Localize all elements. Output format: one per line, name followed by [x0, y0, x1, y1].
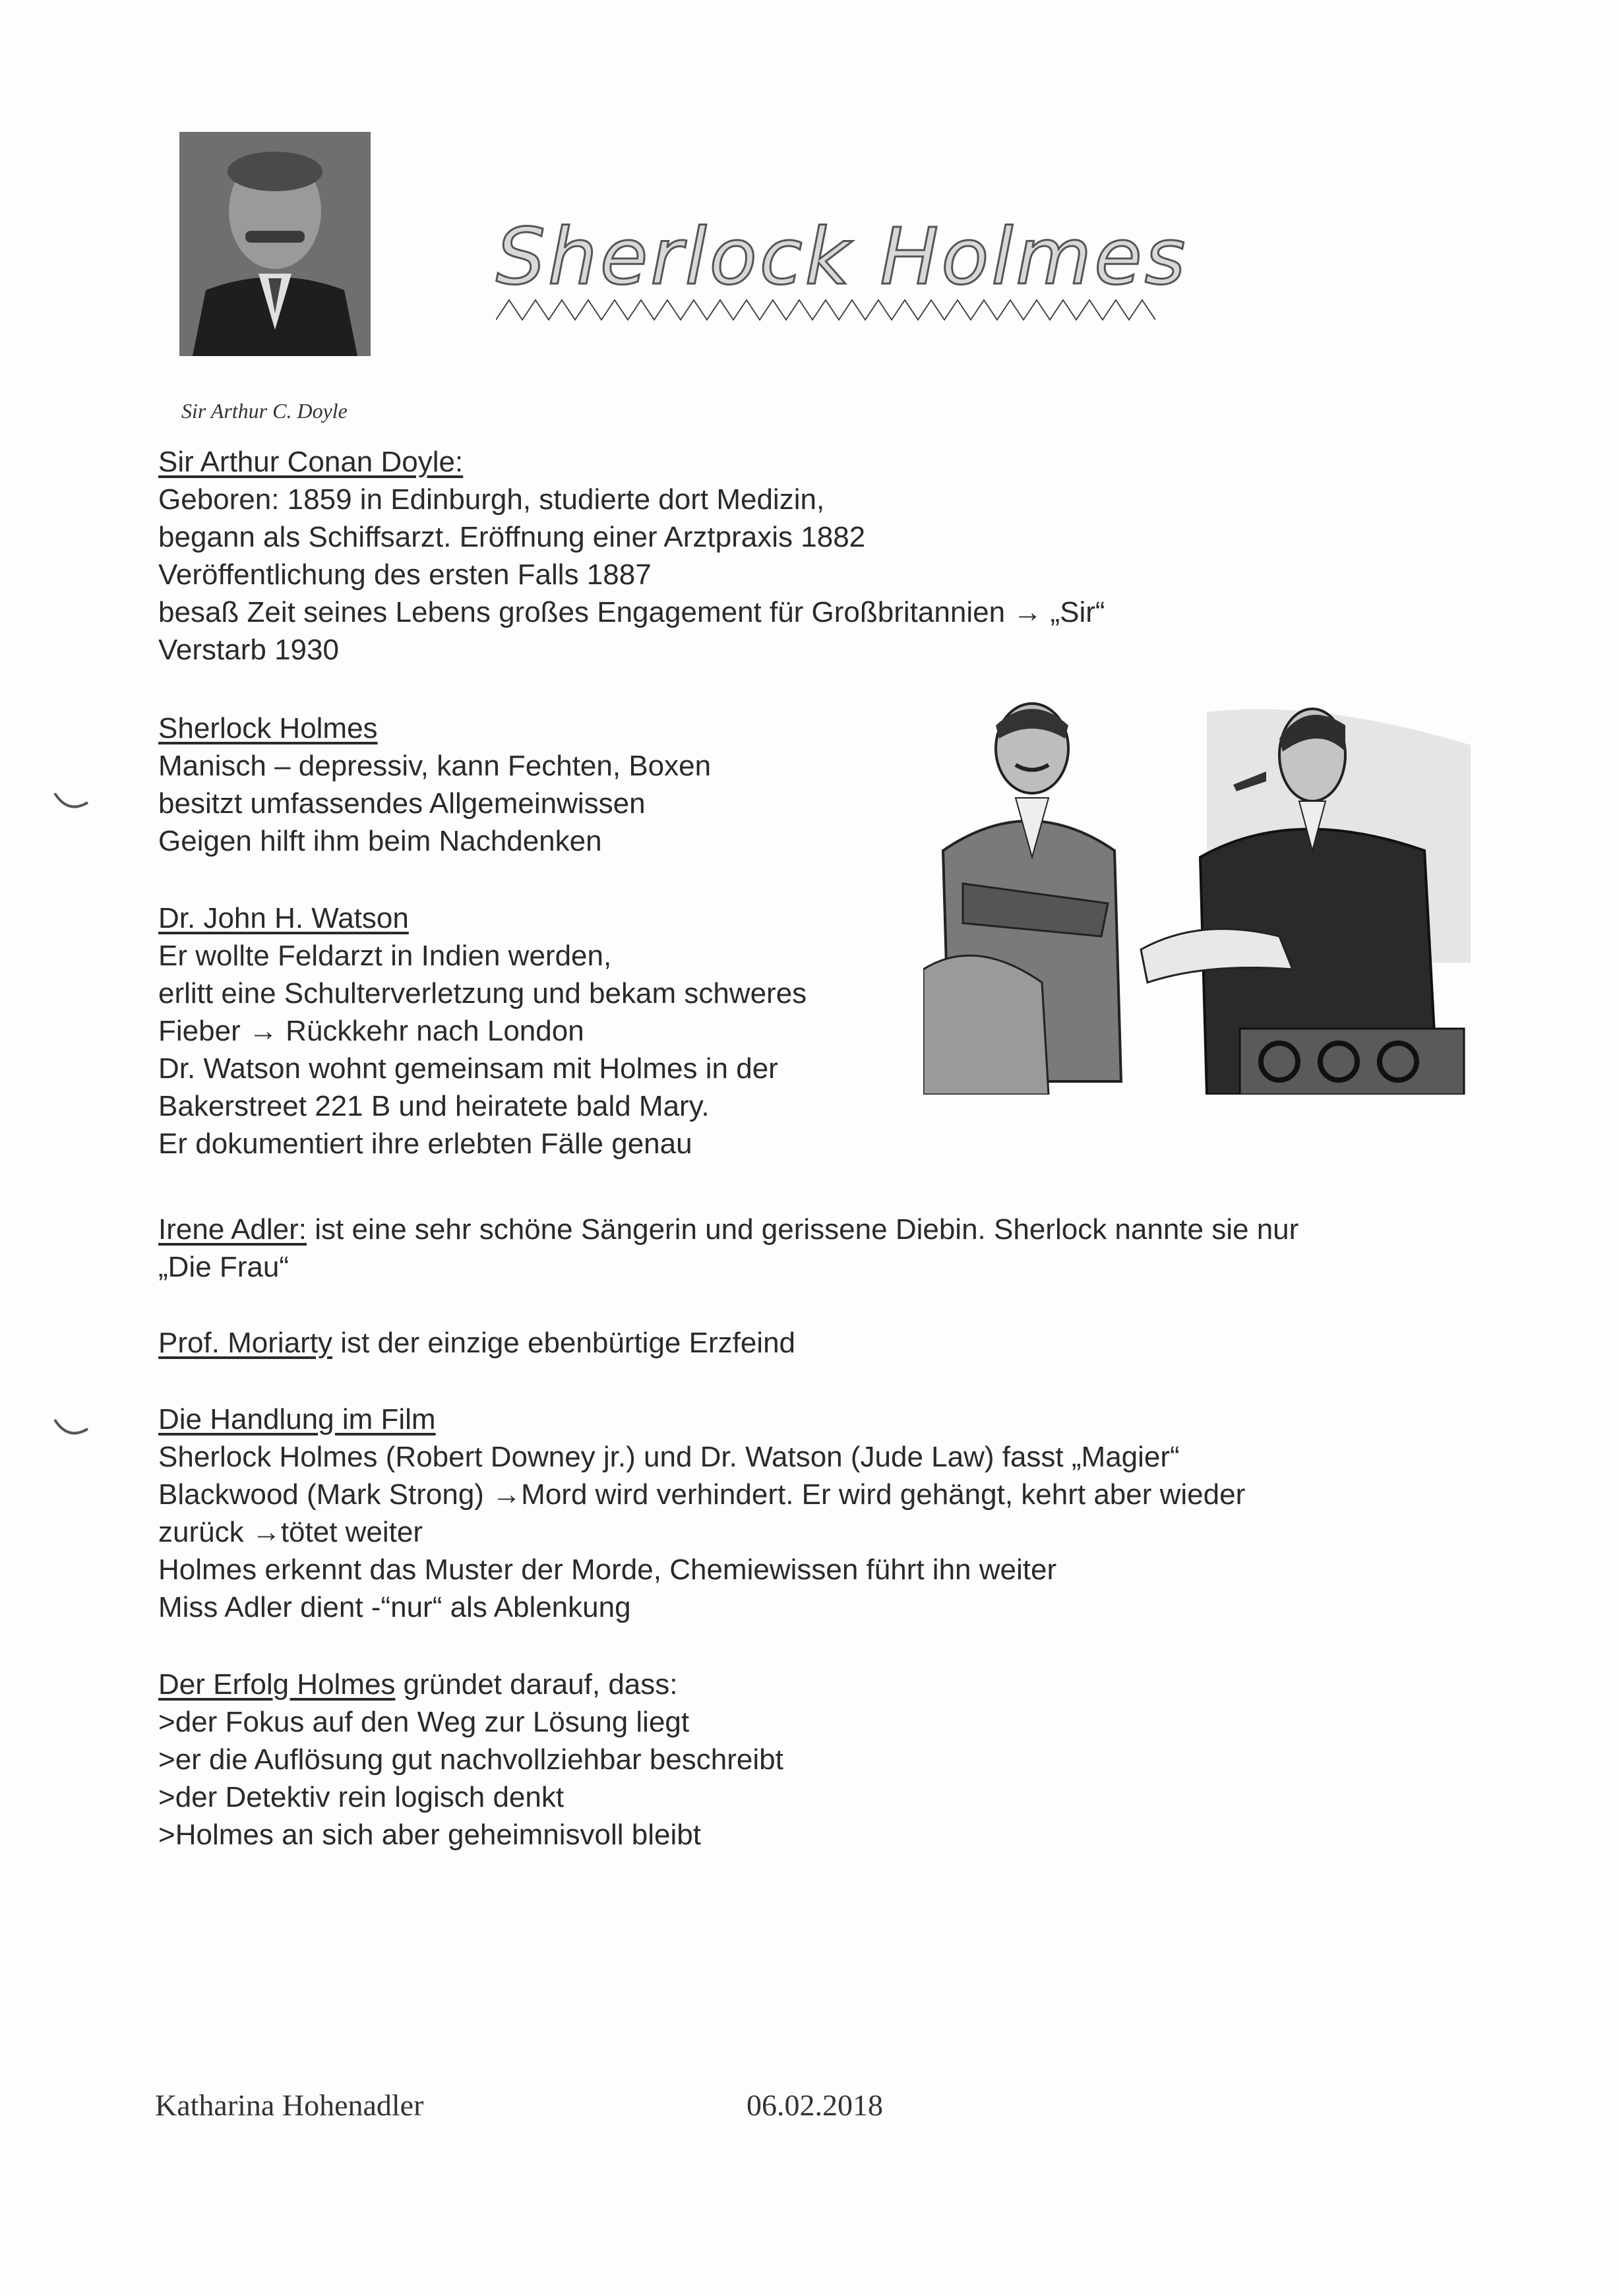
holmes-line: besitzt umfassendes Allgemeinwissen: [158, 787, 646, 820]
moriarty-text: ist der einzige ebenbürtige Erzfeind: [332, 1327, 796, 1359]
holmes-watson-illustration: [923, 686, 1471, 1095]
watson-line: Fieber → Rückkehr nach London: [158, 1015, 584, 1047]
film-heading: Die Handlung im Film: [158, 1403, 436, 1435]
watson-line: erlitt eine Schulterverletzung und bekam schweres: [158, 977, 807, 1010]
punch-hole-mark: [51, 1414, 91, 1441]
doyle-section: [158, 443, 1105, 669]
holmes-line: Geigen hilft ihm beim Nachdenken: [158, 825, 602, 857]
doyle-line: besaß Zeit seines Lebens großes Engagement für Großbritannien → „Sir“: [158, 596, 1105, 628]
moriarty-heading: Prof. Moriarty: [158, 1327, 333, 1359]
doyle-line: Geboren: 1859 in Edinburgh, studierte dort Medizin,: [158, 483, 825, 516]
holmes-line: Manisch – depressiv, kann Fechten, Boxen: [158, 750, 712, 782]
footer-author: Katharina Hohenadler: [155, 2088, 424, 2122]
erfolg-line: >er die Auflösung gut nachvollziehbar beschreibt: [158, 1743, 783, 1776]
film-section: [158, 1401, 1245, 1626]
watson-heading: Dr. John H. Watson: [158, 902, 409, 934]
film-line: Sherlock Holmes (Robert Downey jr.) und Dr. Watson (Jude Law) fasst „Magier“: [158, 1441, 1180, 1473]
punch-hole-mark: [51, 788, 91, 814]
erfolg-section: [158, 1666, 783, 1854]
adler-section: [158, 1211, 1298, 1286]
watson-line: Dr. Watson wohnt gemeinsam mit Holmes in der: [158, 1052, 778, 1085]
doyle-heading: Sir Arthur Conan Doyle:: [158, 446, 464, 478]
moriarty-section: [158, 1324, 795, 1362]
doyle-portrait: [179, 132, 371, 356]
erfolg-line: >der Fokus auf den Weg zur Lösung liegt: [158, 1706, 690, 1738]
footer-date: 06.02.2018: [747, 2088, 883, 2122]
watson-line: Er dokumentiert ihre erlebten Fälle genau: [158, 1128, 692, 1160]
holmes-section: [158, 710, 711, 860]
film-line: Holmes erkennt das Muster der Morde, Chemiewissen führt ihn weiter: [158, 1554, 1057, 1586]
title-zigzag-underline: [496, 297, 1155, 323]
film-line: zurück →tötet weiter: [158, 1516, 423, 1548]
adler-text: ist eine sehr schöne Sängerin und gerissene Diebin. Sherlock nannte sie nur: [307, 1213, 1299, 1246]
watson-line: Er wollte Feldarzt in Indien werden,: [158, 940, 612, 972]
film-line: Miss Adler dient -“nur“ als Ablenkung: [158, 1591, 631, 1623]
erfolg-line: >der Detektiv rein logisch denkt: [158, 1781, 565, 1813]
doyle-line: Veröffentlichung des ersten Falls 1887: [158, 559, 652, 591]
erfolg-line: >Holmes an sich aber geheimnisvoll bleibt: [158, 1819, 701, 1851]
adler-heading: Irene Adler:: [158, 1213, 307, 1246]
watson-section: [158, 899, 807, 1163]
page-title: Sherlock Holmes: [496, 211, 1188, 302]
doyle-line: Verstarb 1930: [158, 634, 339, 666]
film-line: Blackwood (Mark Strong) →Mord wird verhindert. Er wird gehängt, kehrt aber wieder: [158, 1478, 1246, 1511]
adler-line2: „Die Frau“: [158, 1251, 290, 1283]
watson-line: Bakerstreet 221 B und heiratete bald Mary.: [158, 1090, 710, 1122]
erfolg-heading: Der Erfolg Holmes: [158, 1668, 396, 1701]
portrait-caption: Sir Arthur C. Doyle: [181, 399, 348, 423]
doyle-line: begann als Schiffsarzt. Eröffnung einer Arztpraxis 1882: [158, 521, 866, 553]
holmes-heading: Sherlock Holmes: [158, 712, 378, 744]
erfolg-text: gründet darauf, dass:: [395, 1668, 678, 1701]
